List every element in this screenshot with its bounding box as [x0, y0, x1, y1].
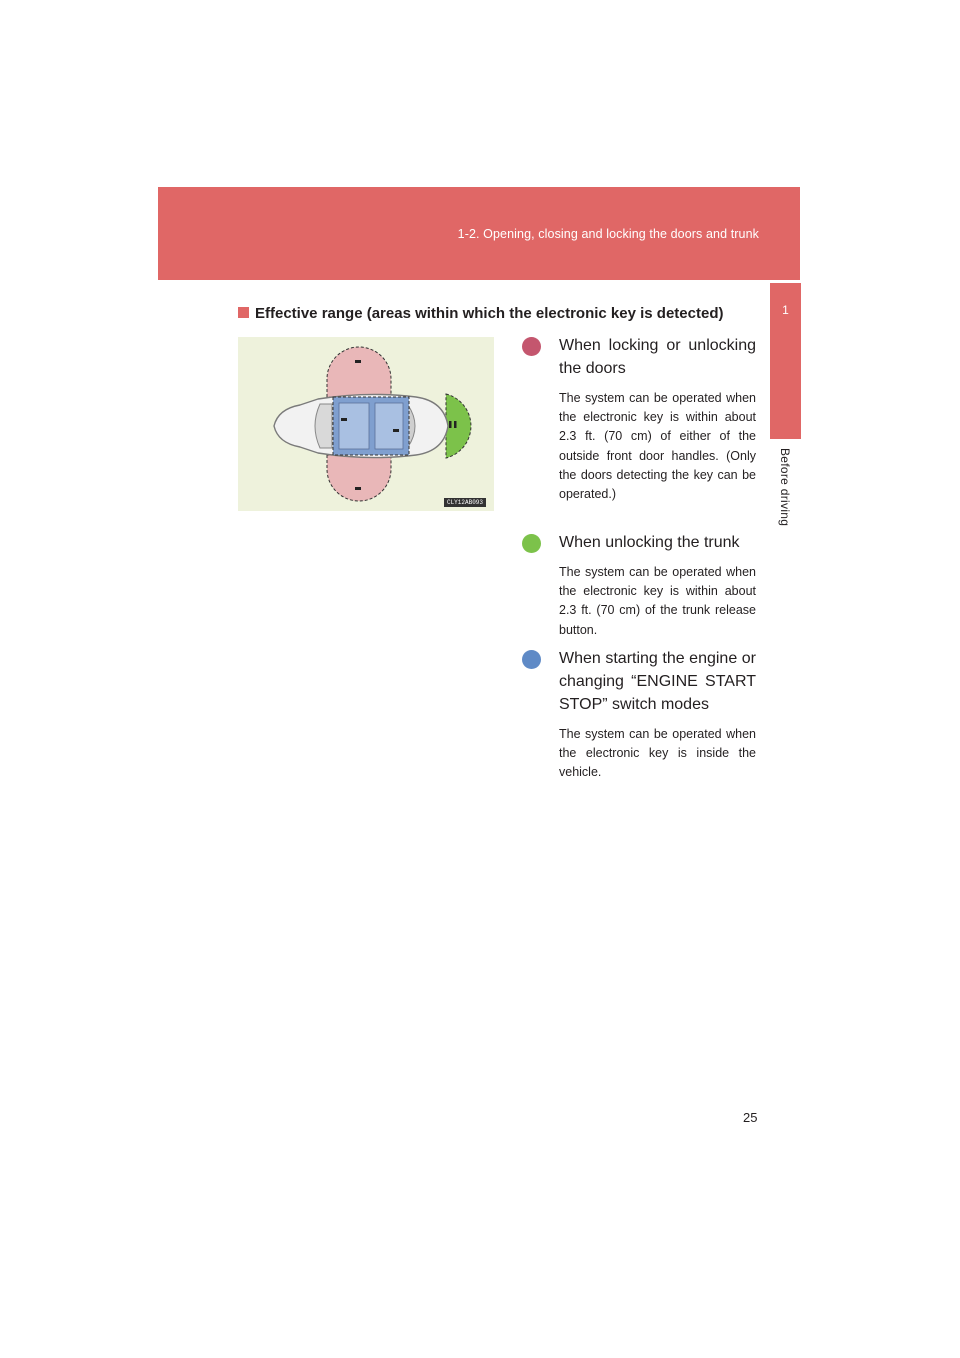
front-right-door-zone: [327, 455, 391, 501]
zone-description: The system can be operated when the electronic key is within about 2.3 ft. (70 cm) of either of the outside front door handles. (Only the doors detecting the key can be operated.): [559, 391, 756, 502]
rear-seats: [375, 403, 403, 449]
antenna-mark: [449, 421, 452, 428]
page-number: 25: [743, 1110, 758, 1125]
zone-doors: [522, 334, 756, 504]
zone-title: When unlocking the trunk: [559, 534, 740, 551]
antenna-mark: [355, 360, 361, 363]
blue-zone-marker-icon: [522, 650, 541, 669]
zone-description: The system can be operated when the electronic key is within about 2.3 ft. (70 cm) of the trunk release button.: [559, 565, 756, 637]
section-heading-text: Effective range (areas within which the electronic key is detected): [255, 305, 724, 322]
windshield: [315, 404, 332, 448]
zone-title: When locking or unlocking the doors: [559, 337, 756, 377]
heading-square-icon: [238, 307, 249, 318]
antenna-mark: [341, 418, 347, 421]
antenna-mark: [454, 421, 457, 428]
zone-title: When starting the engine or changing “ENGINE START STOP” switch modes: [559, 650, 756, 713]
green-zone-marker-icon: [522, 534, 541, 553]
zone-description: The system can be operated when the electronic key is inside the vehicle.: [559, 727, 756, 780]
figure-code: CLY12AB093: [444, 498, 486, 507]
antenna-mark: [393, 429, 399, 432]
antenna-mark: [355, 487, 361, 490]
front-seats: [339, 403, 369, 449]
header-band: [158, 187, 800, 280]
pink-zone-marker-icon: [522, 337, 541, 356]
zone-trunk: [522, 531, 756, 640]
key-detection-figure: [238, 337, 494, 511]
zone-cabin: [522, 647, 756, 783]
car-top-view-illustration: [238, 337, 494, 511]
section-title: 1-2. Opening, closing and locking the doors and trunk: [457, 227, 759, 241]
chapter-number: 1: [782, 303, 789, 317]
chapter-label: Before driving: [778, 448, 792, 527]
chapter-tab: [770, 283, 801, 439]
section-heading: [238, 305, 724, 322]
front-left-door-zone: [327, 347, 391, 397]
